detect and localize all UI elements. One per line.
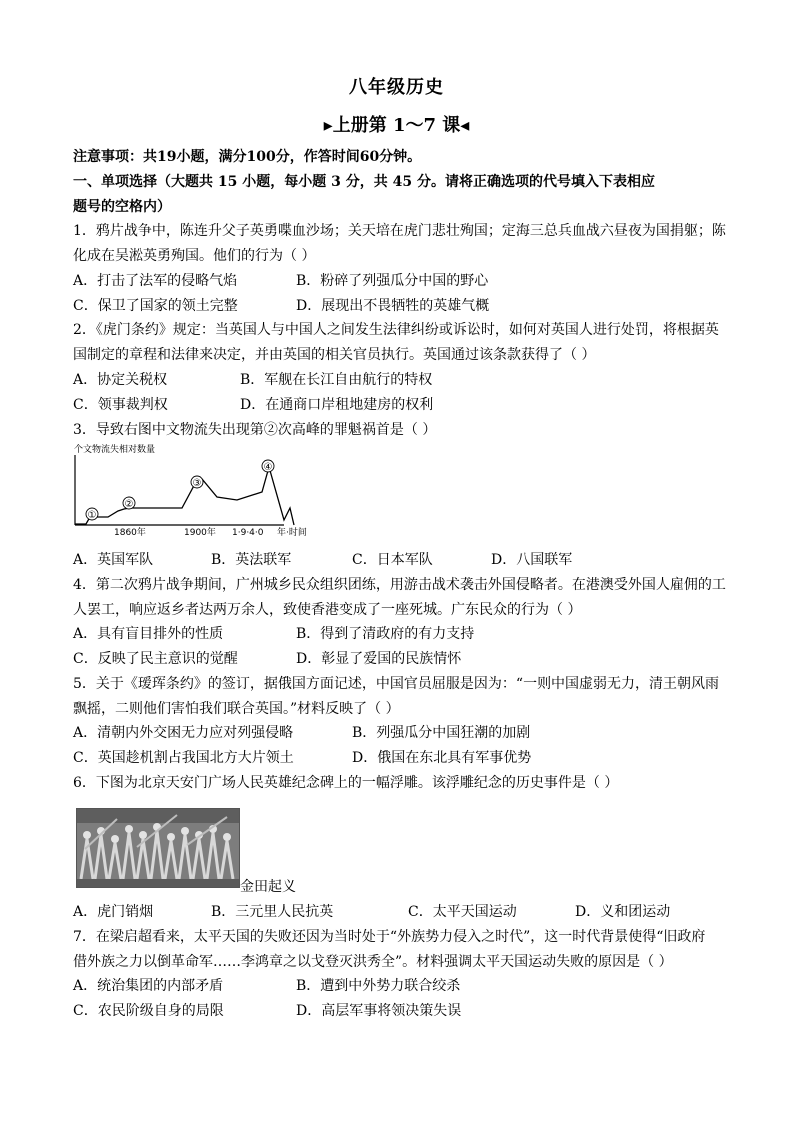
peak-label-4: ④ [263, 462, 273, 473]
section-heading-line2: 题号的空格内） [73, 199, 171, 215]
q6-option-c: C．太平天国运动 [408, 904, 517, 920]
q6-option-b: B．三元里人民抗英 [211, 904, 334, 920]
q2-option-a: A．协定关税权 [73, 372, 168, 388]
peak-label-2: ② [124, 499, 134, 510]
relief-artwork [77, 809, 239, 887]
q1-option-d: D．展现出不畏牺牲的英雄气概 [296, 298, 490, 314]
q5-option-c: C．英国趁机割占我国北方大片领土 [73, 750, 294, 766]
notice-text: 注意事项：共19小题，满分100分，作答时间60分钟。 [73, 149, 422, 165]
artifact-loss-chart [72, 445, 332, 541]
chart-x-tick-1900: 1900年 [184, 528, 216, 538]
chart-x-tick-1860: 1860年 [114, 528, 146, 538]
q1-stem-line1: 1．鸦片战争中，陈连升父子英勇喋血沙场；关天培在虎门悲壮殉国；定海三总兵血战六昼夜为国捐躯；陈 [73, 223, 726, 239]
q5-option-a: A．清朝内外交困无力应对列强侵略 [73, 725, 294, 741]
chart-x-label: 年·时间 [277, 528, 307, 538]
q2-option-c: C．领事裁判权 [73, 397, 168, 413]
q7-option-d: D．高层军事将领决策失误 [296, 1003, 462, 1019]
q3-option-c: C．日本军队 [352, 552, 433, 568]
q4-stem-line2: 人罢工，响应返乡者达两万余人，致使香港变成了一座死城。广东民众的行为（ ） [73, 602, 582, 618]
relief-sculpture-image [76, 808, 240, 888]
q2-option-d: D．在通商口岸租地建房的权利 [240, 397, 434, 413]
q3-option-b: B．英法联军 [211, 552, 292, 568]
q4-stem-line1: 4．第二次鸦片战争期间，广州城乡民众组织团练，用游击战术袭击外国侵略者。在港澳受外国人雇佣的工 [73, 577, 726, 593]
q6-stem-line1: 6．下图为北京天安门广场人民英雄纪念碑上的一幅浮雕。该浮雕纪念的历史事件是（ ） [73, 775, 619, 791]
chart-plot [72, 445, 332, 541]
q2-stem-line1: 2．《虎门条约》规定：当英国人与中国人之间发生法律纠纷或诉讼时，如何对英国人进行处罚，将根据英 [73, 322, 719, 338]
peak-label-3: ③ [192, 478, 202, 489]
q3-option-a: A．英国军队 [73, 552, 154, 568]
q7-option-c: C．农民阶级自身的局限 [73, 1003, 224, 1019]
q7-option-b: B．遭到中外势力联合绞杀 [296, 978, 461, 994]
q4-option-b: B．得到了清政府的有力支持 [296, 626, 475, 642]
q5-option-d: D．俄国在东北具有军事优势 [352, 750, 532, 766]
page-subtitle: ▸上册第 1～7 课◂ [323, 115, 470, 136]
q1-option-b: B．粉碎了列强瓜分中国的野心 [296, 273, 489, 289]
q5-option-b: B．列强瓜分中国狂潮的加剧 [352, 725, 531, 741]
page-title: 八年级历史 [349, 77, 444, 98]
q5-stem-line1: 5．关于《瑷珲条约》的签订，据俄国方面记述，中国官员屈服是因为：“一则中国虚弱无力，清王朝风雨 [73, 676, 720, 692]
chart-y-label: 个文物流失相对数量 [74, 445, 156, 455]
q2-option-b: B．军舰在长江自由航行的特权 [240, 372, 433, 388]
q1-stem-line2: 化成在吴淞英勇殉国。他们的行为（ ） [73, 248, 316, 264]
q5-stem-line2: 飘摇，二则他们害怕我们联合英国。”材料反映了（ ） [73, 701, 400, 717]
q4-option-a: A．具有盲目排外的性质 [73, 626, 224, 642]
q7-stem-line1: 7．在梁启超看来，太平天国的失败还因为当时处于“外族势力侵入之时代”，这一时代背景使得“旧政府 [73, 929, 706, 945]
series-line [75, 467, 294, 525]
q3-stem-line1: 3．导致右图中文物流失出现第②次高峰的罪魁祸首是（ ） [73, 422, 437, 438]
section-heading-line1: 一、单项选择（大题共 15 小题，每小题 3 分，共 45 分。请将正确选项的代号填入下表相应 [73, 174, 655, 190]
relief-caption: 金田起义 [240, 879, 296, 895]
q6-option-d: D．义和团运动 [575, 904, 671, 920]
q2-stem-line2: 国制定的章程和法律来决定，并由英国的相关官员执行。英国通过该条款获得了（ ） [73, 347, 596, 363]
q4-option-d: D．彰显了爱国的民族情怀 [296, 651, 462, 667]
chart-x-tick-1940: 1·9·4·0 [232, 528, 264, 538]
q4-option-c: C．反映了民主意识的觉醒 [73, 651, 238, 667]
q1-option-c: C．保卫了国家的领土完整 [73, 298, 238, 314]
q7-stem-line2: 借外族之力以倒革命军……李鸿章之以戈登灭洪秀全”。材料强调太平天国运动失败的原因是（ ） [73, 954, 673, 970]
q7-option-a: A．统治集团的内部矛盾 [73, 978, 224, 994]
q3-option-d: D．八国联军 [491, 552, 573, 568]
peak-label-1: ① [87, 510, 97, 521]
q1-option-a: A．打击了法军的侵略气焰 [73, 273, 238, 289]
q6-option-a: A．虎门销烟 [73, 904, 154, 920]
